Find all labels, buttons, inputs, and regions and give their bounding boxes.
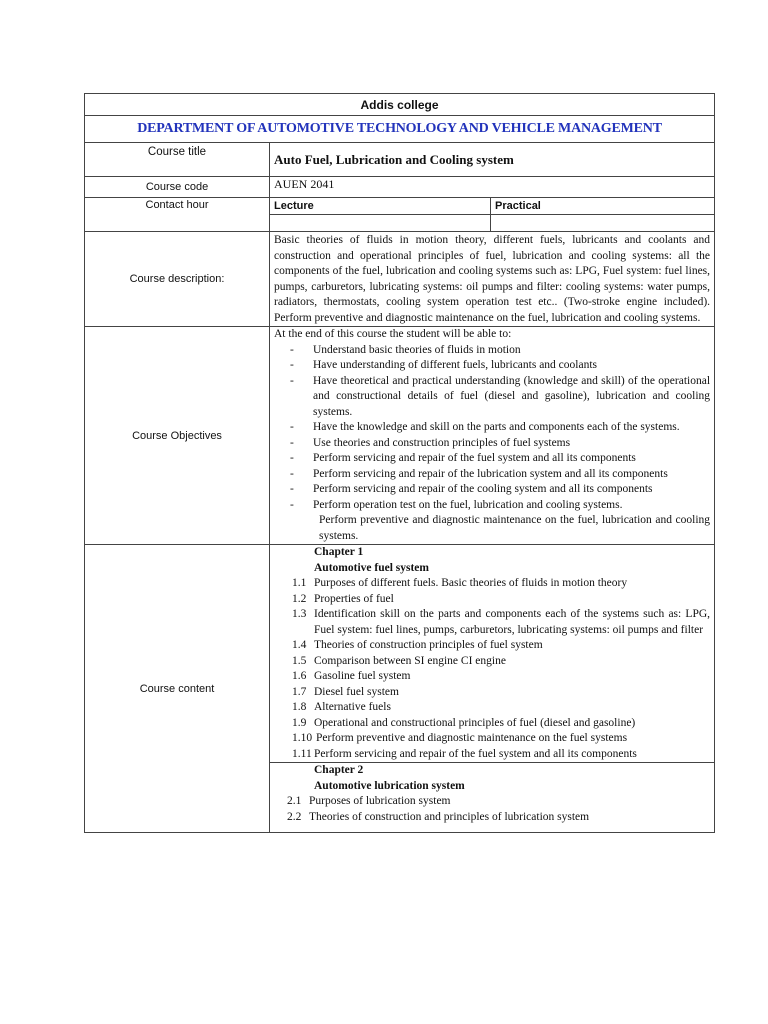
contact-hour-label: Contact hour (85, 198, 270, 232)
list-item: - Have the knowledge and skill on the parts and components each of the systems. (288, 420, 710, 436)
college-name: Addis college (85, 94, 715, 116)
chapter2-title: Automotive lubrication system (314, 779, 465, 792)
list-item: 1.10 Perform preventive and diagnostic maintenance on the fuel systems (292, 732, 628, 744)
course-code-value: AUEN 2041 (270, 177, 715, 198)
list-item: - Perform servicing and repair of the cooling system and all its components (288, 482, 710, 498)
list-item: 1.3 Identification skill on the parts and components each of the systems such as: LPG, Fuel system: fuel lines, pumps, carburetors, lubricating systems: oil pumps and filter (292, 608, 711, 636)
course-code-label: Course code (85, 177, 270, 198)
course-title-value: Auto Fuel, Lubrication and Cooling system (270, 143, 715, 177)
list-item: - Perform servicing and repair of the lubrication system and all its components (288, 467, 710, 483)
list-item: 1.4 Theories of construction principles of fuel system (292, 639, 543, 651)
list-item: 1.11 Perform servicing and repair of the fuel system and all its components (292, 747, 637, 760)
list-item: 2.1 Purposes of lubrication system (287, 795, 451, 807)
list-item: - Perform servicing and repair of the fuel system and all its components (288, 451, 710, 467)
course-outline-table (84, 93, 715, 833)
list-item: 1.5 Comparison between SI engine CI engine (292, 654, 506, 667)
objectives-label: Course Objectives (85, 327, 270, 545)
lecture-header: Lecture (270, 198, 491, 215)
course-title-label: Course title (85, 143, 270, 177)
list-item: 1.7 Diesel fuel system (292, 685, 399, 698)
objectives-cell (270, 327, 715, 545)
course-title-row (85, 143, 715, 177)
list-item: - Have understanding of different fuels, lubricants and coolants (288, 358, 710, 374)
description-text: Basic theories of fluids in motion theory, different fuels, lubricants and coolants and construction and operational principles of fuel, lubrication and cooling systems: all the components of the fuel, lubrication and cooling systems such as: LPG, Fuel system: fuel lines, pumps, carburetors, lubricating systems: oil pumps and filter: cooling systems: water pumps, radiators, thermostats, cooling system operation test etc.. (Two-stroke engine included). Perform preventive and diagnostic maintenance on the fuel, lubrication and cooling systems. (270, 232, 715, 327)
college-row (85, 94, 715, 116)
list-item: - Have theoretical and practical understanding (knowledge and skill) of the operational and constructional details of fuel (diesel and gasoline), lubrication and cooling systems. (288, 374, 710, 421)
department-row (85, 116, 715, 143)
chapter1-title: Automotive fuel system (314, 561, 429, 574)
content-row-1 (85, 545, 715, 763)
list-item: 2.2 Theories of construction and principles of lubrication system (287, 810, 590, 823)
course-code-row (85, 177, 715, 198)
objectives-list (274, 343, 710, 514)
objectives-closing: Perform preventive and diagnostic maintenance on the fuel, lubrication and cooling systems. (319, 514, 711, 542)
chapter1-list (274, 576, 710, 762)
objectives-intro: At the end of this course the student will be able to: (274, 328, 512, 340)
objectives-row (85, 327, 715, 545)
practical-header: Practical (491, 198, 715, 215)
department-name: DEPARTMENT OF AUTOMOTIVE TECHNOLOGY AND VEHICLE MANAGEMENT (85, 116, 715, 143)
practical-value (491, 215, 715, 232)
list-item: 1.9 Operational and constructional principles of fuel (diesel and gasoline) (292, 716, 636, 729)
lecture-value (270, 215, 491, 232)
chapter2-number: Chapter 2 (314, 764, 364, 776)
list-item: - Perform operation test on the fuel, lubrication and cooling systems. (288, 498, 710, 514)
chapter2-list (274, 794, 710, 825)
list-item: 1.8 Alternative fuels (292, 701, 391, 713)
description-row (85, 232, 715, 327)
chapter2-cell (270, 763, 715, 833)
contact-hour-row (85, 198, 715, 215)
description-label: Course description: (85, 232, 270, 327)
chapter1-number: Chapter 1 (314, 546, 364, 558)
list-item: 1.6 Gasoline fuel system (292, 670, 411, 682)
list-item: 1.1 Purposes of different fuels. Basic theories of fluids in motion theory (292, 577, 628, 589)
content-label: Course content (85, 545, 270, 833)
chapter1-cell (270, 545, 715, 763)
list-item: - Understand basic theories of fluids in motion (288, 343, 710, 359)
list-item: 1.2 Properties of fuel (292, 592, 394, 605)
list-item: - Use theories and construction principles of fuel systems (288, 436, 710, 452)
